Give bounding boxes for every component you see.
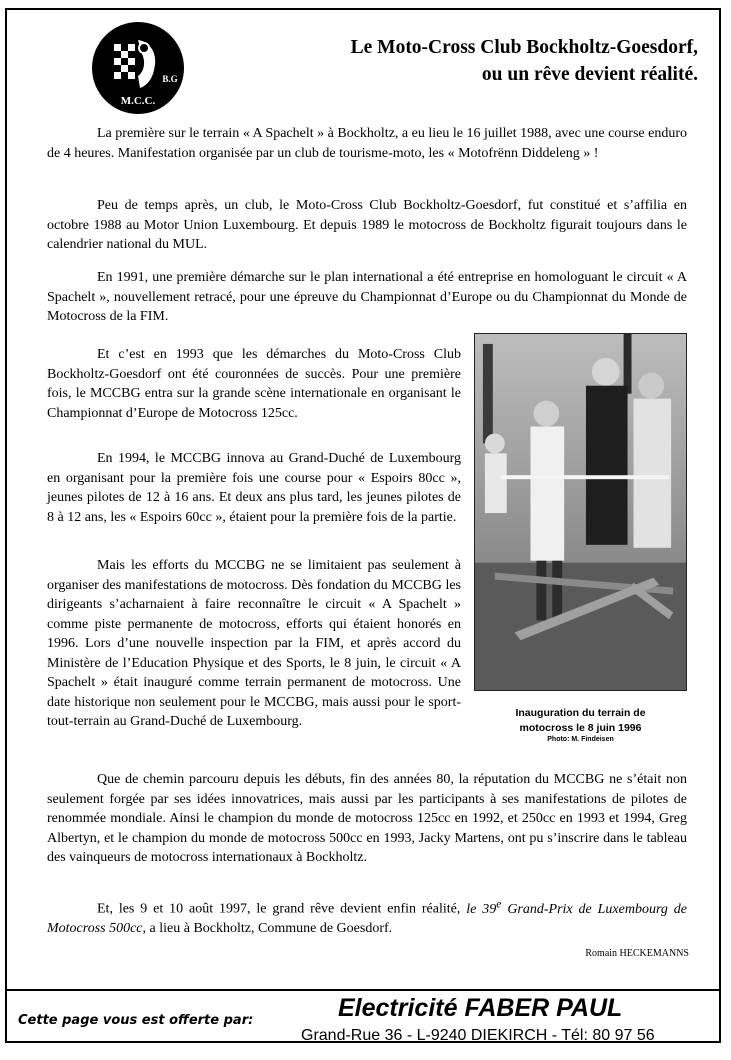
caption-line-1: Inauguration du terrain de	[515, 707, 646, 719]
page-title	[250, 34, 698, 88]
sponsor-address: Grand-Rue 36 - L-9240 DIEKIRCH - Tél: 80 97 56	[301, 1027, 655, 1044]
sponsor-intro: Cette page vous est offerte par:	[18, 1013, 254, 1028]
club-emblem-icon	[92, 22, 184, 114]
inauguration-photo	[474, 333, 687, 691]
caption-line-2: motocross le 8 juin 1996	[519, 722, 642, 734]
title-line-2: ou un rêve devient réalité.	[481, 64, 698, 85]
closing-text-start: Et, les 9 et 10 août 1997, le grand rêve devient enfin réalité,	[97, 901, 467, 917]
emphasis-text: le 39	[466, 901, 497, 917]
footer-divider	[5, 989, 721, 991]
paragraph: Que de chemin parcouru depuis les débuts, fin des années 80, la réputation du MCCBG ne s’était non seulement forgée par ses idées innovatrices, mais aussi par les participants à ses manifestations de pilotes de renommée mondiale. Ainsi le champion du monde de motocross 125cc en 1992, et 250cc en 1993 et 1994, Greg Albertyn, et le champion du monde de motocross 500cc en 1993, Jacky Martens, ont pu s’inscrire dans le tableau des vainqueurs de motocross internationaux à Bockholtz.	[47, 772, 687, 865]
photo-image-icon	[475, 334, 686, 690]
closing-text-end: , a lieu à Bockholtz, Commune de Goesdorf.	[142, 921, 393, 937]
closing-paragraph	[47, 894, 687, 939]
club-logo	[92, 22, 184, 114]
sponsor-name: Electricité FABER PAUL	[338, 994, 623, 1022]
photo-caption	[474, 706, 687, 743]
svg-text:M.C.C.: M.C.C.	[120, 95, 156, 107]
emphasis-text-rest: Grand-Prix de Luxembourg de Motocross 500cc	[47, 901, 687, 937]
paragraph: Mais les efforts du MCCBG ne se limitaient pas seulement à organiser des manifestations de motocross. Dès fondation du MCCBG les dirigeants s’acharnaient à faire reconnaître le circuit « A Spachelt » comme piste permanente de motocross, efforts qui étaient honorés en 1996. Lors d’une nouvelle inspection par la FIM, et après accord du Ministère de l’Education Physique et des Sports, le 8 juin, le circuit « A Spachelt » était inauguré comme terrain permanent de motocross. Une date historique non seulement pour le MCCBG, mais aussi pour le sport-tout-terrain au Grand-Duché de Luxembourg.	[47, 558, 461, 729]
ordinal-superscript: e	[496, 897, 502, 910]
svg-text:B.G: B.G	[162, 74, 178, 84]
photo-credit: Photo: M. Findeisen	[547, 736, 614, 743]
author-signature: Romain HECKEMANNS	[585, 948, 689, 959]
paragraph: Peu de temps après, un club, le Moto-Cross Club Bockholtz-Goesdorf, fut constitué et s’affilia en octobre 1988 au Motor Union Luxembourg. Et depuis 1989 le motocross de Bockholtz figurait toujours dans le calendrier national du MUL.	[47, 198, 687, 252]
paragraph: En 1994, le MCCBG innova au Grand-Duché de Luxembourg en organisant pour la première fois une course pour « Espoirs 80cc », jeunes pilotes de 12 à 16 ans. Et deux ans plus tard, les jeunes pilotes de 8 à 12 ans, les « Espoirs 60cc », étaient pour la première fois de la partie.	[47, 451, 461, 525]
paragraph: Et c’est en 1993 que les démarches du Moto-Cross Club Bockholtz-Goesdorf ont été couronnées de succès. Pour une première fois, le MCCBG entra sur la grande scène internationale en organisant le Championnat d’Europe de Motocross 125cc.	[47, 347, 461, 421]
paragraph: La première sur le terrain « A Spachelt » à Bockholtz, a eu lieu le 16 juillet 1988, avec une course enduro de 4 heures. Manifestation organisée par un club de tourisme-moto, les « Motofrënn Diddeleng » !	[47, 126, 687, 161]
title-line-1: Le Moto-Cross Club Bockholtz-Goesdorf,	[350, 37, 698, 58]
paragraph: En 1991, une première démarche sur le plan international a été entreprise en homologuant le circuit « A Spachelt », nouvellement retracé, pour une épreuve du Championnat d’Europe ou du Championnat du Monde de Motocross de la FIM.	[47, 270, 687, 324]
